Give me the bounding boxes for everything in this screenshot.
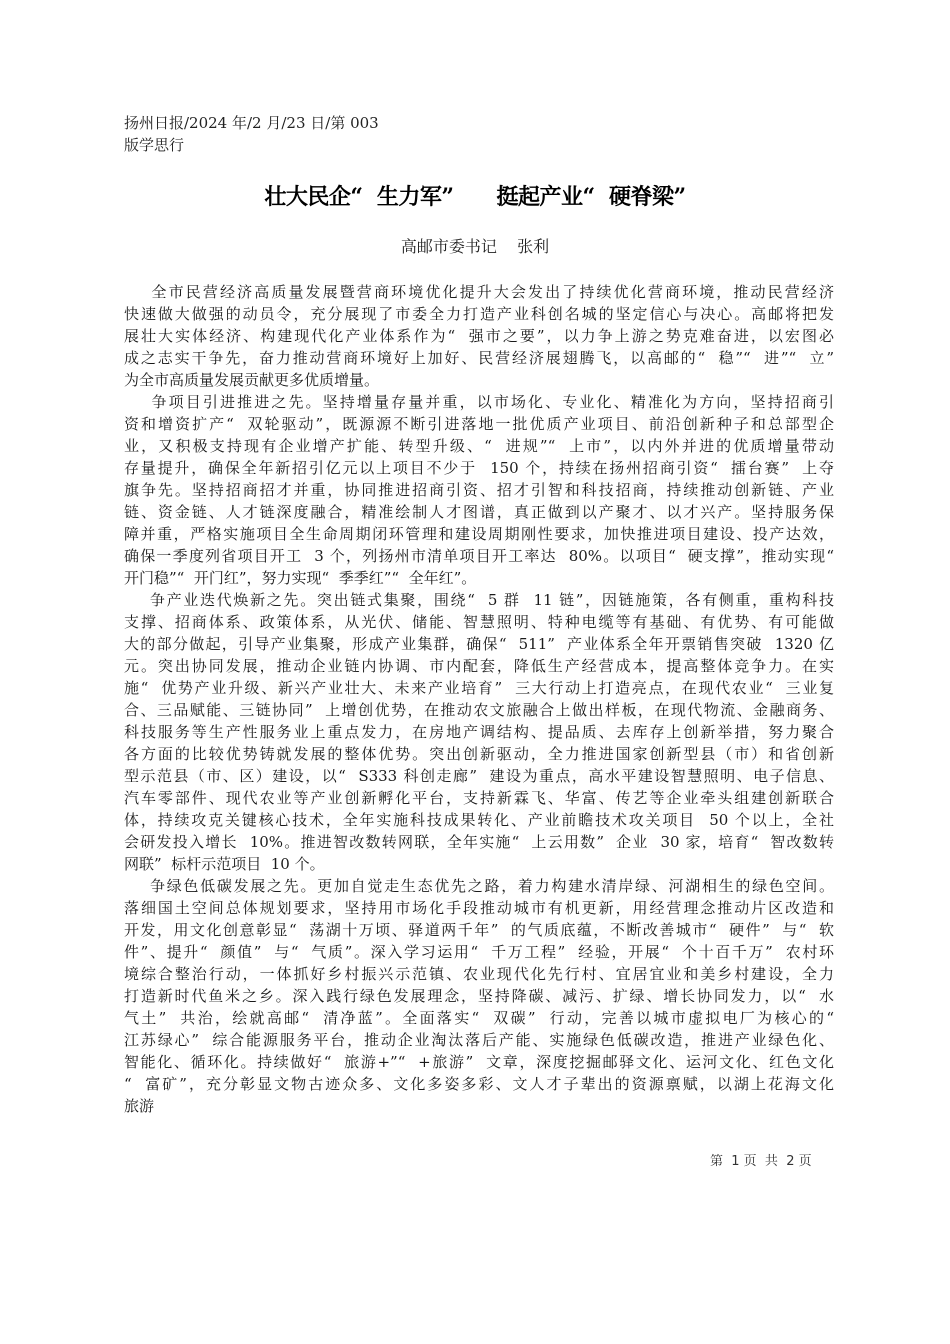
paragraph-line: 争项目引进推进之先。坚持增量存量并重，以市场化、专业化、精准化为方向，坚持招商引 bbox=[124, 393, 834, 411]
article-title: 壮大民企“ 生力军” 挺起产业“ 硬脊梁” bbox=[264, 184, 686, 210]
paragraph-line: 件”、提升“ 颜值” 与“ 气质”。深入学习运用“ 千万工程” 经验，开展“ 个十百千万” 农村环 bbox=[124, 943, 834, 961]
paragraph bbox=[124, 281, 834, 391]
paragraph-line: 会研发投入增长 10%。推进智改数转网联，全年实施“ 上云用数” 企业 30 家，培育“ 智改数转 bbox=[124, 833, 834, 851]
paragraph-line: 智能化、循环化。持续做好“ 旅游+”“ +旅游” 文章，深度挖掘邮驿文化、运河文化、红色文化 bbox=[124, 1053, 834, 1071]
paragraph-line: 元。突出协同发展，推动企业链内协调、市内配套，降低生产经营成本，提高整体竞争力。在实 bbox=[124, 657, 834, 675]
article-byline: 高邮市委书记 张利 bbox=[400, 237, 550, 256]
paragraph-line: 存量提升，确保全年新招引亿元以上项目不少于 150 个，持续在扬州招商引资“ 擂台赛” 上夺 bbox=[124, 459, 834, 477]
paragraph-line: 旗争先。坚持招商招才并重，协同推进招商引资、招才引智和科技招商，持续推动创新链、产业 bbox=[124, 481, 834, 499]
paragraph-line: 业，又积极支持现有企业增产扩能、转型升级、“ 进规”“ 上市”，以内外并进的优质增量带动 bbox=[124, 437, 834, 455]
paragraph-line: 支撑、招商体系、政策体系，从光伏、储能、智慧照明、特种电缆等有基础、有优势、有可能做 bbox=[124, 613, 834, 631]
paragraph-line: 为全市高质量发展贡献更多优质增量。 bbox=[124, 371, 380, 389]
section-line: 版学思行 bbox=[124, 136, 185, 154]
paragraph-line: 各方面的比较优势铸就发展的整体优势。突出创新驱动，全力推进国家创新型县（市）和省创新 bbox=[124, 745, 834, 763]
paragraph-line: 争产业迭代焕新之先。突出链式集聚，围绕“ 5 群 11 链”，因链施策，各有侧重，重构科技 bbox=[124, 591, 834, 609]
paragraph-line: “ 富矿”，充分彰显文物古迹众多、文化多姿多彩、文人才子辈出的资源禀赋，以湖上花海文化 bbox=[124, 1075, 834, 1093]
source-line: 扬州日报/2024 年/2 月/23 日/第 003 bbox=[124, 114, 379, 132]
paragraph-line: 气土” 共治，绘就高邮“ 清净蓝”。全面落实“ 双碳” 行动，完善以城市虚拟电厂为核心的“ bbox=[124, 1009, 834, 1027]
paragraph-line: 型示范县（市、区）建设，以“ S333 科创走廊” 建设为重点，高水平建设智慧照明、电子信息、 bbox=[124, 767, 834, 785]
paragraph-line: 打造新时代鱼米之乡。深入践行绿色发展理念，坚持降碳、减污、扩绿、增长协同发力，以“ 水 bbox=[124, 987, 834, 1005]
paragraph-line: 确保一季度列省项目开工 3 个，列扬州市清单项目开工率达 80%。以项目“ 硬支撑”，推动实现“ bbox=[124, 547, 834, 565]
paragraph bbox=[124, 589, 834, 875]
paragraph-line: 江苏绿心” 综合能源服务平台，推动企业淘汰落后产能、实施绿色低碳改造，推进产业绿色化、 bbox=[124, 1031, 834, 1049]
paragraph-line: 汽车零部件、现代农业等产业创新孵化平台，支持新霖飞、华富、传艺等企业牵头组建创新联合 bbox=[124, 789, 834, 807]
paragraph-line: 落细国土空间总体规划要求，坚持用市场化手段推动城市有机更新，用经营理念推动片区改造和 bbox=[124, 899, 834, 917]
paragraph-line: 资和增资扩产“ 双轮驱动”，既源源不断引进落地一批优质产业项目、前沿创新种子和总部型企 bbox=[124, 415, 834, 433]
paragraph bbox=[124, 875, 834, 1117]
paragraph-line: 合、三品赋能、三链协同” 上增创优势，在推动农文旅融合上做出样板，在现代物流、金融商务、 bbox=[124, 701, 834, 719]
paragraph-line: 障并重，严格实施项目全生命周期闭环管理和建设周期刚性要求，加快推进项目建设、投产达效， bbox=[124, 525, 834, 543]
paragraph-line: 展壮大实体经济、构建现代化产业体系作为“ 强市之要”，以力争上游之势克难奋进，以宏图必 bbox=[124, 327, 834, 345]
paragraph bbox=[124, 391, 834, 589]
paragraph-line: 境综合整治行动，一体抓好乡村振兴示范镇、农业现代化先行村、宜居宜业和美乡村建设，全力 bbox=[124, 965, 834, 983]
paragraph-line: 科技服务等生产性服务业上重点发力，在房地产调结构、提品质、去库存上创新举措，努力聚合 bbox=[124, 723, 834, 741]
paragraph-line: 旅游 bbox=[124, 1097, 155, 1115]
article-body bbox=[124, 281, 834, 1117]
paragraph-line: 网联” 标杆示范项目 10 个。 bbox=[124, 855, 325, 873]
paragraph-line: 大的部分做起，引导产业集聚，形成产业集群，确保“ 511” 产业体系全年开票销售突破 1320 亿 bbox=[124, 635, 834, 653]
source-meta bbox=[124, 112, 379, 156]
paragraph-line: 开发，用文化创意彰显“ 荡湖十万顷、驿道两千年” 的气质底蕴，不断改善城市“ 硬件” 与“ 软 bbox=[124, 921, 834, 939]
paragraph-line: 链、资金链、人才链深度融合，精准绘制人才图谱，真正做到以产聚才、以才兴产。坚持服务保 bbox=[124, 503, 834, 521]
paragraph-line: 快速做大做强的动员令，充分展现了市委全力打造产业科创名城的坚定信心与决心。高邮将把发 bbox=[124, 305, 834, 323]
paragraph-line: 全市民营经济高质量发展暨营商环境优化提升大会发出了持续优化营商环境，推动民营经济 bbox=[124, 283, 834, 301]
paragraph-line: 体，持续攻克关键核心技术，全年实施科技成果转化、产业前瞻技术攻关项目 50 个以上，全社 bbox=[124, 811, 834, 829]
page-indicator: 第 1 页 共 2 页 bbox=[710, 1154, 812, 1169]
paragraph-line: 开门稳”“ 开门红”，努力实现“ 季季红”“ 全年红”。 bbox=[124, 569, 477, 587]
paragraph-line: 施“ 优势产业升级、新兴产业壮大、未来产业培育” 三大行动上打造亮点，在现代农业“ 三业复 bbox=[124, 679, 834, 697]
paragraph-line: 争绿色低碳发展之先。更加自觉走生态优先之路，着力构建水清岸绿、河湖相生的绿色空间。 bbox=[124, 877, 834, 895]
paragraph-line: 成之志实干争先，奋力推动营商环境好上加好、民营经济展翅腾飞，以高邮的“ 稳”“ 进”“ 立” bbox=[124, 349, 834, 367]
